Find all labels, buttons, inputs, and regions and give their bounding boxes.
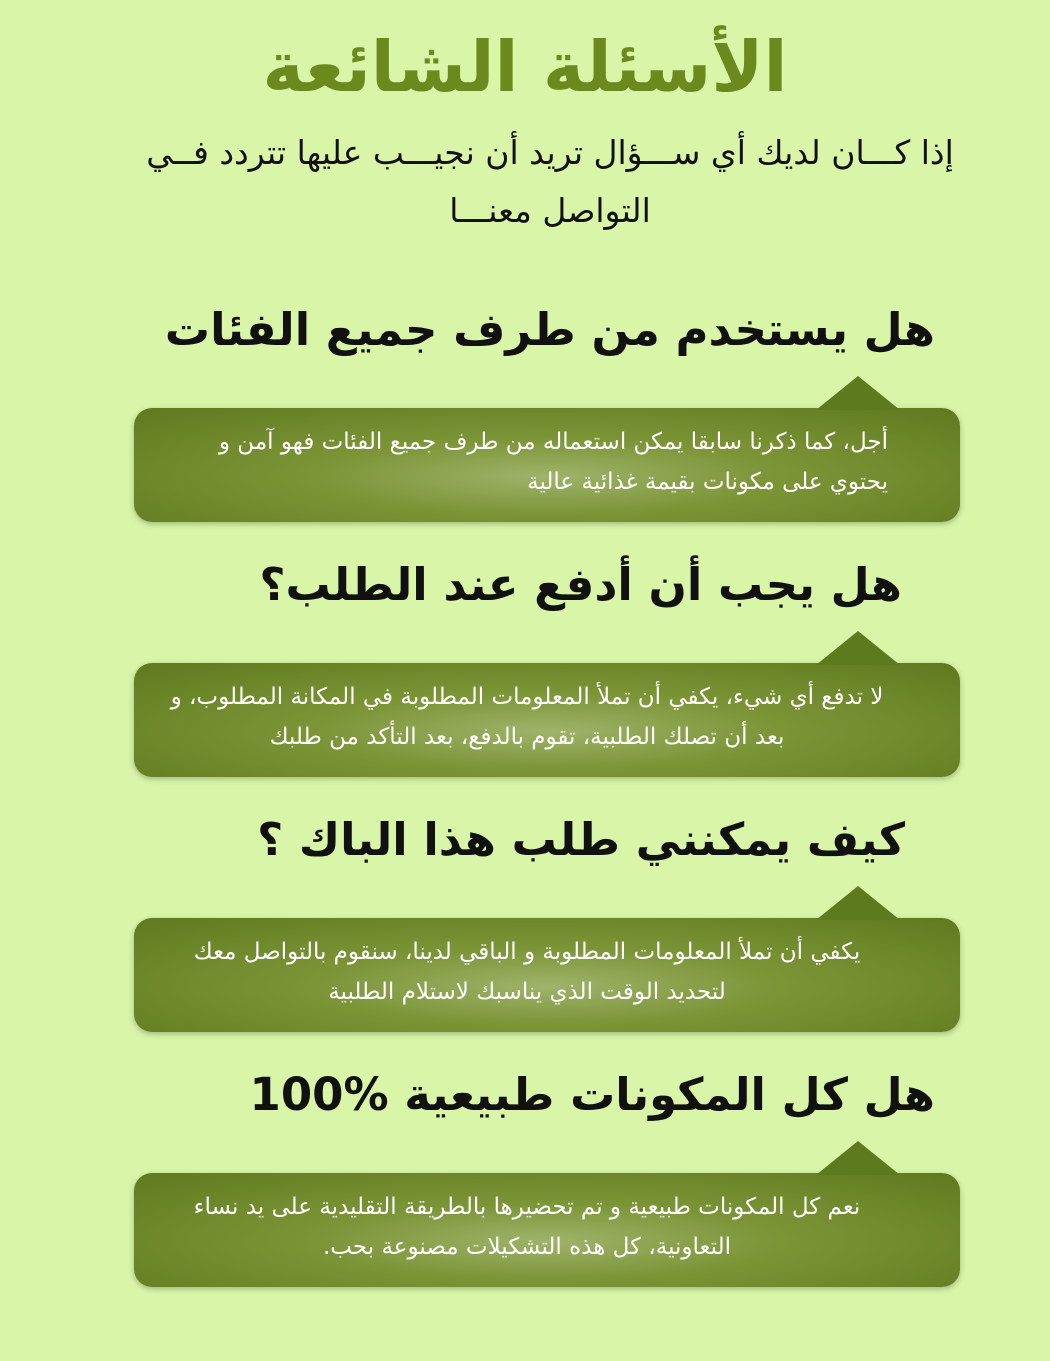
intro-text: إذا كـــان لديك أي ســـؤال تريد أن نجيـــب عليها تتردد فــي التواصل معنـــا xyxy=(146,133,954,230)
bubble-tail-2 xyxy=(816,631,900,665)
bubble-tail-1 xyxy=(816,376,900,410)
faq-answer-3: يكفي أن تملأ المعلومات المطلوبة و الباقي لدينا، سنقوم بالتواصل معك لتحديد الوقت الذي يناسبك لاستلام الطلبية xyxy=(193,939,861,1005)
faq-answer-2: لا تدفع أي شيء، يكفي أن تملأ المعلومات المطلوبة في المكانة المطلوب، و بعد أن تصلك الطلبية، تقوم بالدفع، بعد التأكد من طلبك xyxy=(170,684,884,750)
bubble-tail-4 xyxy=(816,1141,900,1175)
faq-question-1: هل يستخدم من طرف جميع الفئات xyxy=(164,303,935,356)
faq-answer-4: نعم كل المكونات طبيعية و تم تحضيرها بالطريقة التقليدية على يد نساء التعاونية، كل هذه التشكيلات مصنوعة بحب. xyxy=(193,1194,861,1260)
faq-answer-1: أجل، كما ذكرنا سابقا يمكن استعماله من طرف جميع الفئات فهو آمن و يحتوي على مكونات بقيمة غذائية عالية xyxy=(218,429,888,495)
faq-question-2: هل يجب أن أدفع عند الطلب؟ xyxy=(259,558,902,611)
faq-answer-bubble-1 xyxy=(134,408,960,522)
faq-question-3: كيف يمكنني طلب هذا الباك ؟ xyxy=(257,813,905,866)
page-title: الأسئلة الشائعة xyxy=(262,26,788,108)
faq-question-4: هل كل المكونات طبيعية %100 xyxy=(249,1068,935,1121)
faq-answer-bubble-4 xyxy=(134,1173,960,1287)
faq-answer-bubble-2 xyxy=(134,663,960,777)
faq-answer-bubble-3 xyxy=(134,918,960,1032)
bubble-tail-3 xyxy=(816,886,900,920)
